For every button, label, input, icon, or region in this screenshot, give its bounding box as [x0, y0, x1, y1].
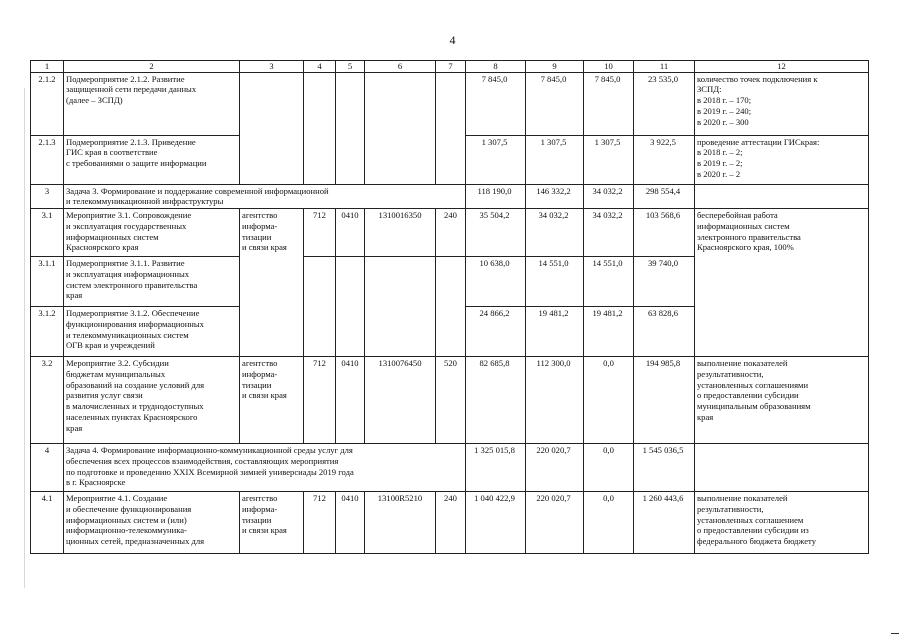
responsible-agency: агентство информа- тизации и связи края [240, 209, 304, 357]
value-total: 23 535,0 [634, 72, 695, 135]
column-header: 5 [336, 61, 365, 73]
value-2018: 1 325 015,8 [466, 444, 526, 492]
code-grbs: 712 [304, 492, 336, 554]
cell-empty [336, 72, 365, 184]
value-2020: 0,0 [584, 357, 634, 444]
responsible-agency: агентство информа- тизации и связи края [240, 492, 304, 554]
value-2019: 14 551,0 [526, 257, 584, 307]
table-row [31, 357, 869, 444]
value-2018: 82 685,8 [466, 357, 526, 444]
value-2019: 19 481,2 [526, 307, 584, 357]
code-vr: 520 [436, 357, 466, 444]
row-number: 3.1 [31, 209, 64, 257]
measure-name: Мероприятие 3.2. Субсидии бюджетам муниципальных образований на создание условий для развития услуг связи в малочисленных и труднодоступных населенных пунктах Красноярского края [64, 357, 240, 444]
value-2019: 112 300,0 [526, 357, 584, 444]
row-number: 3.1.1 [31, 257, 64, 307]
column-header: 8 [466, 61, 526, 73]
value-2020: 1 307,5 [584, 135, 634, 184]
column-header: 4 [304, 61, 336, 73]
code-vr: 240 [436, 492, 466, 554]
cell-empty [436, 257, 466, 357]
expected-result: выполнение показателей результативности, установленных соглашением о предоставлении субсидии из федерального бюджета бюджету [695, 492, 869, 554]
cell-empty [336, 257, 365, 357]
table-row [31, 72, 869, 135]
table-row [31, 209, 869, 257]
value-2018: 1 040 422,9 [466, 492, 526, 554]
task-title: Задача 3. Формирование и поддержание современной информационной и телекоммуникационной инфраструктуры [64, 184, 466, 208]
code-grbs: 712 [304, 209, 336, 257]
value-2020: 0,0 [584, 444, 634, 492]
measure-name: Подмероприятие 3.1.1. Развитие и эксплуатация информационных систем электронного правительства края [64, 257, 240, 307]
value-total: 1 545 036,5 [634, 444, 695, 492]
column-header: 2 [64, 61, 240, 73]
value-total: 298 554,4 [634, 184, 695, 208]
code-rzpr: 0410 [336, 492, 365, 554]
column-header: 3 [240, 61, 304, 73]
cell-empty [304, 72, 336, 184]
value-2019: 7 845,0 [526, 72, 584, 135]
code-csr: 1310016350 [365, 209, 436, 257]
row-number: 2.1.3 [31, 135, 64, 184]
row-number: 2.1.2 [31, 72, 64, 135]
code-grbs: 712 [304, 357, 336, 444]
value-2018: 35 504,2 [466, 209, 526, 257]
measure-name: Подмероприятие 2.1.2. Развитие защищенной сети передачи данных (далее – ЗСПД) [64, 72, 240, 135]
row-number: 4.1 [31, 492, 64, 554]
task-title: Задача 4. Формирование информационно-коммуникационной среды услуг для обеспечения всех процессов взаимодействия, составляющих мероприятия по подготовке и проведению XXIX Всемирной зимней универсиады 2019 года в г. Красноярске [64, 444, 466, 492]
responsible-agency: агентство информа- тизации и связи края [240, 357, 304, 444]
value-2019: 146 332,2 [526, 184, 584, 208]
value-2020: 0,0 [584, 492, 634, 554]
code-vr: 240 [436, 209, 466, 257]
value-2018: 24 866,2 [466, 307, 526, 357]
code-rzpr: 0410 [336, 209, 365, 257]
value-2020: 34 032,2 [584, 209, 634, 257]
value-2018: 7 845,0 [466, 72, 526, 135]
value-total: 3 922,5 [634, 135, 695, 184]
value-2018: 10 638,0 [466, 257, 526, 307]
column-header: 1 [31, 61, 64, 73]
value-total: 39 740,0 [634, 257, 695, 307]
table-row [31, 492, 869, 554]
expected-result: выполнение показателей результативности, установленных соглашениями о предоставлении субсидии муниципальным образованиям края [695, 357, 869, 444]
measure-name: Подмероприятие 2.1.3. Приведение ГИС края в соответствие с требованиями о защите информации [64, 135, 240, 184]
measure-name: Мероприятие 4.1. Создание и обеспечение функционирования информационных систем и (или) информационно-телекоммуника- ционных сетей, предназначенных для [64, 492, 240, 554]
cell-empty [304, 257, 336, 357]
value-2020: 34 032,2 [584, 184, 634, 208]
column-header: 7 [436, 61, 466, 73]
code-csr: 13100R5210 [365, 492, 436, 554]
code-csr: 1310076450 [365, 357, 436, 444]
measure-name: Подмероприятие 3.1.2. Обеспечение функционирования информационных и телекоммуникационных систем ОГВ края и учреждений [64, 307, 240, 357]
task-row [31, 184, 869, 208]
value-2020: 14 551,0 [584, 257, 634, 307]
row-number: 3 [31, 184, 64, 208]
value-2020: 7 845,0 [584, 72, 634, 135]
row-number: 3.2 [31, 357, 64, 444]
column-header: 9 [526, 61, 584, 73]
value-total: 1 260 443,6 [634, 492, 695, 554]
task-row [31, 444, 869, 492]
scan-artifact-line [24, 88, 25, 588]
column-header: 10 [584, 61, 634, 73]
value-2019: 220 020,7 [526, 444, 584, 492]
cell-empty [436, 72, 466, 184]
value-total: 103 568,6 [634, 209, 695, 257]
expected-result: бесперебойная работа информационных систем электронного правительства Красноярского края, 100% [695, 209, 869, 357]
cell-empty [365, 72, 436, 184]
expected-result [695, 184, 869, 208]
measure-name: Мероприятие 3.1. Сопровождение и эксплуатация государственных информационных систем Красноярского края [64, 209, 240, 257]
value-2018: 1 307,5 [466, 135, 526, 184]
value-total: 63 828,6 [634, 307, 695, 357]
expected-result: проведение аттестации ГИСкрая: в 2018 г. – 2; в 2019 г. – 2; в 2020 г. – 2 [695, 135, 869, 184]
value-2019: 34 032,2 [526, 209, 584, 257]
row-number: 4 [31, 444, 64, 492]
code-rzpr: 0410 [336, 357, 365, 444]
value-2019: 1 307,5 [526, 135, 584, 184]
value-total: 194 985,8 [634, 357, 695, 444]
column-number-row [31, 61, 869, 73]
value-2020: 19 481,2 [584, 307, 634, 357]
column-header: 11 [634, 61, 695, 73]
page-number: 4 [449, 33, 456, 47]
value-2019: 220 020,7 [526, 492, 584, 554]
scan-corner-mark [891, 633, 899, 634]
column-header: 12 [695, 61, 869, 73]
expected-result [695, 444, 869, 492]
value-2018: 118 190,0 [466, 184, 526, 208]
program-measures-table [30, 60, 869, 554]
row-number: 3.1.2 [31, 307, 64, 357]
cell-empty [365, 257, 436, 357]
column-header: 6 [365, 61, 436, 73]
expected-result: количество точек подключения к ЗСПД: в 2018 г. – 170; в 2019 г. – 240; в 2020 г. – 300 [695, 72, 869, 135]
cell-empty [240, 72, 304, 184]
